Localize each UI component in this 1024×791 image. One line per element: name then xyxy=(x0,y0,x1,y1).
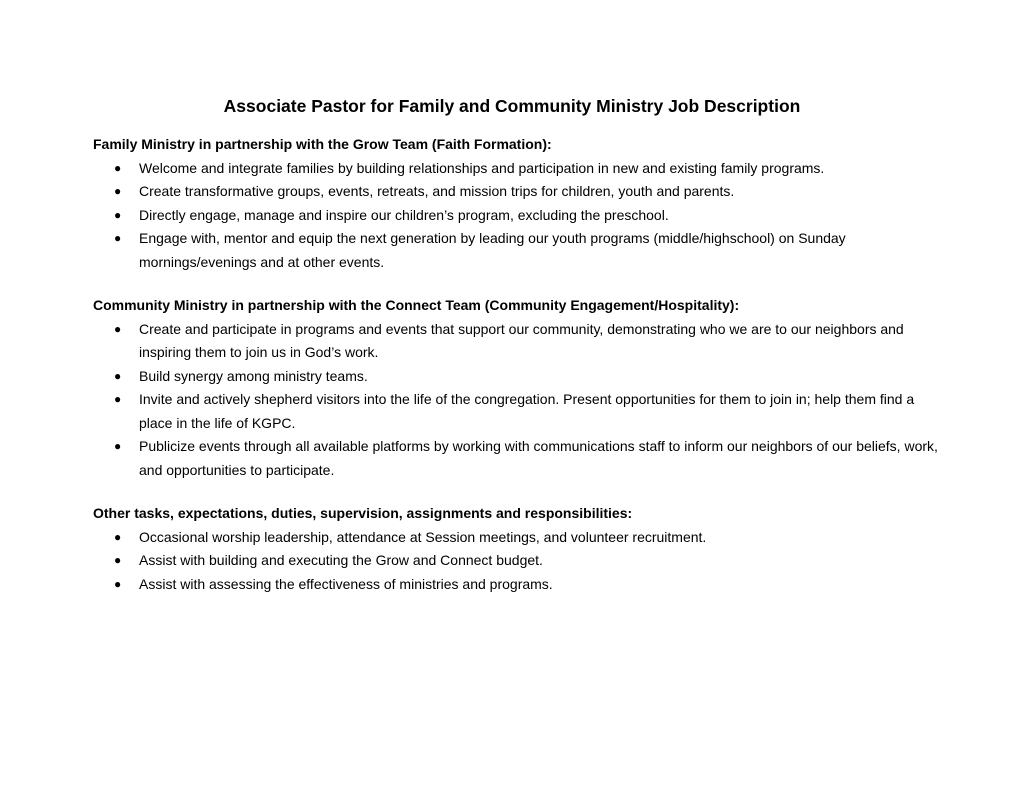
list-item-text: Invite and actively shepherd visitors into the life of the congregation. Present opportunities for them to join in; help them find a place in the life of KGPC. xyxy=(139,391,915,431)
bullet-icon: ● xyxy=(114,439,122,453)
bullet-icon: ● xyxy=(114,392,122,406)
bullet-list xyxy=(93,157,943,275)
list-item xyxy=(93,157,943,181)
section-heading: Family Ministry in partnership with the Grow Team (Faith Formation): xyxy=(93,136,552,152)
list-item xyxy=(93,227,943,274)
list-item-text: Engage with, mentor and equip the next generation by leading our youth programs (middle/highschool) on Sunday mornings/evenings and at other events. xyxy=(139,230,846,270)
section-heading: Community Ministry in partnership with the Connect Team (Community Engagement/Hospitality): xyxy=(93,297,740,313)
bullet-icon: ● xyxy=(114,231,122,245)
list-item-text: Welcome and integrate families by building relationships and participation in new and existing family programs. xyxy=(139,159,825,176)
list-item xyxy=(93,318,943,365)
list-item-text: Occasional worship leadership, attendance at Session meetings, and volunteer recruitment. xyxy=(139,528,707,545)
list-item xyxy=(93,388,943,435)
bullet-icon: ● xyxy=(114,160,122,175)
list-item xyxy=(93,365,943,389)
list-item-text: Publicize events through all available platforms by working with communications staff to inform our neighbors of our beliefs, work, and opportunities to participate. xyxy=(139,438,938,478)
list-item-text: Create and participate in programs and events that support our community, demonstrating who we are to our neighbors and inspiring them to join us in God’s work. xyxy=(139,320,904,360)
list-item xyxy=(93,549,943,573)
section-heading: Other tasks, expectations, duties, supervision, assignments and responsibilities: xyxy=(93,505,633,521)
section-community-ministry xyxy=(93,294,943,482)
list-item xyxy=(93,204,943,228)
bullet-icon: ● xyxy=(114,207,122,222)
bullet-icon: ● xyxy=(114,553,122,567)
bullet-icon: ● xyxy=(114,529,122,544)
bullet-icon: ● xyxy=(114,321,122,336)
section-other-tasks xyxy=(93,502,943,596)
document-body xyxy=(93,133,943,616)
list-item-text: Create transformative groups, events, retreats, and mission trips for children, youth and parents. xyxy=(139,183,735,199)
list-item-text: Build synergy among ministry teams. xyxy=(139,367,368,384)
section-family-ministry xyxy=(93,133,943,274)
list-item xyxy=(93,573,943,597)
bullet-list xyxy=(93,526,943,597)
list-item-text: Assist with assessing the effectiveness of ministries and programs. xyxy=(139,575,553,592)
bullet-icon: ● xyxy=(114,368,122,383)
bullet-icon: ● xyxy=(114,184,122,198)
bullet-icon: ● xyxy=(114,576,122,591)
list-item xyxy=(93,435,943,482)
list-item xyxy=(93,526,943,550)
list-item-text: Directly engage, manage and inspire our children’s program, excluding the preschool. xyxy=(139,206,669,223)
document-title: Associate Pastor for Family and Community Ministry Job Description xyxy=(223,96,801,116)
list-item-text: Assist with building and executing the Grow and Connect budget. xyxy=(139,552,543,568)
bullet-list xyxy=(93,318,943,483)
list-item xyxy=(93,180,943,204)
